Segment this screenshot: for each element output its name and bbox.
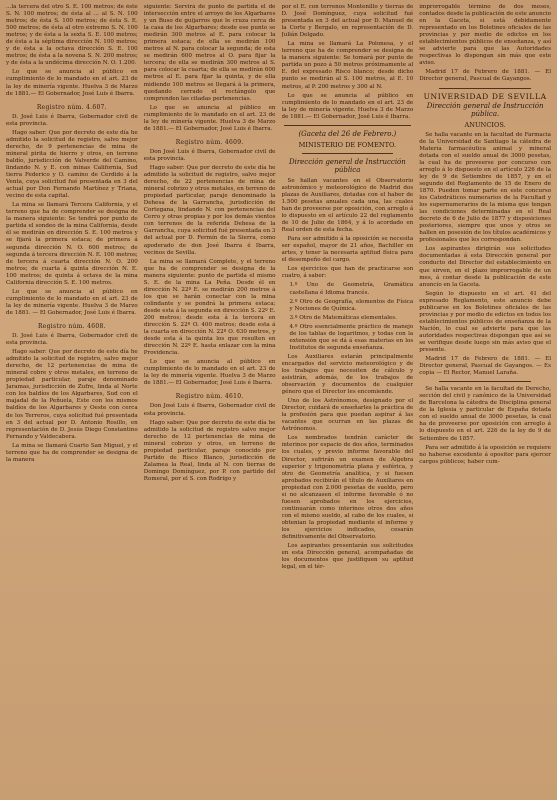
paragraph: Los ejercicios que han de practicarse son cuatro, á saber: bbox=[281, 266, 414, 280]
paragraph: Se halla vacante en la facultad de Derecho, sección del civil y canónico de la Universidad de Barcelona la cátedra de Disciplina general de la Iglesia y particular de España dotada con el sueldo anual de 3000 pesetas, la cual ha de proveerse por oposición con arreglo á lo dispuesto en el art. 226 de la ley de 9 de Setiembre de 1857. bbox=[419, 386, 551, 442]
paragraph: La mina se llamará Cuarto San Miguel, y el terreno que ha de comprender se designa de la manera bbox=[6, 442, 138, 463]
direccion-heading: Dirección general de Instrucción pública bbox=[288, 157, 406, 174]
paragraph: siguiente: Servirá de punto de partida el de intersección entre el arroyo de los Algarbares y un Buso de guijarros que le cruza cerca de la casa de los Algarbares; desde ese punto se medirán 300 metros al E. para colocar la primera estaca; de ella se medirán 100 metros al N. para colocar la segunda; de esta se medirán 600 metros al O. para fijar la tercera; de ella se medirán 300 metros al S. para colocar la cuarta; de ella se medirán 600 metros al E. para fijar la quinta, y de ella midiendo 100 metros se llegará á la primera, quedando cerrado el rectángulo que comprenden las citadas pertenencias. bbox=[143, 4, 276, 102]
paragraph: Lo que se anuncia al público en cumplimiento de lo mandado en el art. 23 de la ley de minería vigente. Huelva 3 de Marzo de 1881.— El Gobernador, José Luis é Ibarra. bbox=[143, 359, 276, 387]
paragraph: Los aspirantes dirigirán sus solicitudes documentadas á esta Dirección general por conducto del Director del establecimiento en que sirven, en el plazo improrrogable de un mes, á contar desde la publicación de este anuncio en la Gaceta. bbox=[419, 246, 551, 288]
paragraph: Para ser admitido á la oposición se necesita ser español, mayor de 21 años, Bachiller en artes, y tener la necesaria aptitud física para el desempeño del cargo. bbox=[281, 236, 414, 264]
paragraph: ...la tercera del otro S. E. 100 metros; de éste S. N. 100 metros; de ésta al ... al S. N. 100 metros; de ésta S. 100 metros; de ésta S. E. 500 metros; de ésta al otro extremo S. N. 100 metros; y de ésta a la sexta S. E. 100 metros; de ésta a la séptima dirección N. 100 metros; y de ésta a la octava dirección S. E. 100 metros; de ésta a la novena S. N. 200 metros; y de ésta a la undécima dirección N. O. 1.200. bbox=[6, 4, 138, 67]
list-item: 1.º Uno de Geometría, Gramática castellana é Idioma francés. bbox=[289, 282, 414, 296]
list-item: 3.º Otro de Matemáticas elementales. bbox=[289, 314, 397, 321]
paragraph: Lo que se anuncia al público en cumplimiento de lo mandado en el art. 23 de la ley de minería vigente. Huelva 3 de Marzo de 1881. — El Gobernador, José Luis é Ibarra. bbox=[6, 288, 138, 316]
paragraph: D. José Luis é Ibarra, Gobernador civil de esta provincia. bbox=[6, 333, 138, 347]
list-item: 2.º Otro de Geografía, elementos de Física y Nociones de Química. bbox=[289, 298, 414, 312]
paragraph: Hago saber: Que por decreto de este día he admitido la solicitud de registro, salvo mejor derecho, de 9 pertenencias de mina de mineral pirita de hierro y otros, en terreno baldío, jurisdicción de Valverde del Camino, lindando N. y E. con minas California, Sud tierra Federico y O. camino de Cerdido á la Venta, cuya solicitud fué presentada en 3 del actual por Don Fernando Martínez y Triana, vecino de esta capital. bbox=[6, 129, 138, 200]
paragraph: Don José Luis é Ibarra, Gobernador civil de esta provincia. bbox=[143, 403, 276, 417]
paragraph: Los Auxiliares estarán principalmente encargados del servicio meteorológico y de los trabajos que necesiten de cálculo y asistirán, además, de los trabajos de observación y documentos de cualquier género que el Director les encomiende. bbox=[281, 353, 414, 396]
paragraph: Hago saber: Que por decreto de este día he admitido la solicitud de registro, salvo mejor derecho, de 22 pertenencias de mina de mineral cobrizo y otros metales, en terreno de propiedad particular, paraje denominado la Dehesa de la Garrancha, jurisdicción de Cortegana, lindando N. con pertenencias del Cerro y otras propias y por los demás vientos con terrenos de la referida Dehesa de la Garrancha, cuya solicitud fué presentada en 3 del actual por D. Fermín de la Sierra, como apoderado de don José Ibarra é Ibarra, vecinos de Sevilla. bbox=[143, 164, 276, 256]
paragraph: Don José Luis é Ibarra, Gobernador civil de esta provincia. bbox=[143, 148, 276, 162]
paragraph: Uno de los Astrónomos, designado por el Director, cuidará de enseñarles la práctica de la profesión para que puedan aspirar á las vacantes que ocurran en las plazas de Astrónomos. bbox=[281, 398, 414, 433]
paragraph: La mina se llamará Tercera California, y el terreno que ha de comprender se designa de la manera siguiente: Se tendrá por punto de partida el sondeo de la mina California, desde él se medirán en dirección S. E. 100 metros y se fijará la primera estaca; de primera á segunda dirección N. O. 600 metros; de segunda á tercera dirección N. E. 100 metros; de tercera á cuarta dirección N. O. 200 metros; de cuarta á quinta dirección N. E. 100 metros; de quinta á octava de la mina California dirección S. E. 100 metros. bbox=[6, 202, 138, 286]
direccion-heading: Dirección general de Instrucción pública. bbox=[426, 101, 544, 118]
universidad-heading: UNIVERSIDAD DE SEVILLA bbox=[423, 91, 547, 101]
column-4 bbox=[419, 4, 551, 796]
paragraph: Los nombrados tendrán carácter de interinos por espacio de dos años, terminados los cuales, y previo informe favorable del Director, sufrirán un examen de Álgebra superior y trigonometría plana y esférica, y otro de Geometría analítica, y si fuesen aprobados recibirán el título de Auxiliares en propiedad con 2.000 pesetas de sueldo, pero si no alcanzasen el informe favorable ó no fuesen aprobados en los ejercicios, continuarán como interinos otros dos años con el mismo sueldo, al cabo de los cuales, si obtenian la propiedad mediante el informe y los ejercicios indicados, cesarán definitivamente del Observatorio. bbox=[281, 435, 414, 541]
paragraph: improrrogable término de dos meses, contados desde la publicación de este anuncio en la Gaceta, si está debidamente representado en los Boletines oficiales de las provincias y por medio de edictos en los establecimientos públicos de enseñanza, y así se advierte para que las Autoridades respectivas lo dispongan sin más que este aviso. bbox=[419, 4, 551, 67]
column-2 bbox=[144, 4, 276, 796]
paragraph: por el E. con terrenos Montenillo y tierras de D. José Domínguez, cuya solicitud fué presentada en 3 del actual por D. Manuel de la Corte y Bergalo, en representación de D. Julián Delgado. bbox=[281, 4, 414, 39]
divider bbox=[439, 88, 531, 89]
paragraph: Lo que se anuncia al público en cumplimiento de lo mandado en el art. 23 de la ley de minería vigente. Huelva 3 de Marzo de 1881.— El Gobernador, José Luis é Ibarra. bbox=[281, 92, 414, 120]
registro-title: Registro núm. 4.607. bbox=[36, 103, 107, 111]
column-1 bbox=[6, 4, 138, 796]
registro-title: Registro núm. 4609. bbox=[175, 138, 244, 146]
paragraph: Lo que se anuncia al público en cumplimiento de lo mandado en el art. 23 de la ley de minería vigente. Huelva 3 de Marzo de 1881.— El Gobernador, José Luis é Ibarra. bbox=[143, 104, 276, 132]
registro-title: Registro núm. 4608. bbox=[37, 322, 106, 330]
paragraph: Se halla vacante en la facultad de Farmacia de la Universidad de Santiago la cátedra de Materia farmacéutica animal y mineral dotada con el sueldo anual de 3000 pesetas, la cual ha de proveerse por concurso con arreglo á lo dispuesto en el artículo 226 de la ley de 9 de Setiembre de 1857, y en el segundo del Reglamento de 15 de Enero de 1870. Pueden tomar parte en este concurso los Catedráticos numerarios de la Facultad y los supernumerarios de la misma que tengan las condiciones determinadas en el Real decreto de 6 de Julio de 1877 y disposiciones posteriores, siempre que unos y otros se hallen en posesión de los títulos académicos y profesionales que les correspondan. bbox=[419, 131, 551, 244]
paragraph: Madrid 17 de Febrero de 1881. — El Director general, Pascual de Gayangos. bbox=[419, 69, 551, 83]
divider bbox=[284, 125, 412, 126]
paragraph: La mina se llamará La Polonesa, y el terreno que ha de comprender se designa de la manera siguiente: Se tomará por punto de partida un pozo á 50 metros próximamente al E. del expresado Risco blanco; desde dicho punto se medirán al S. 100 metros, al E. 10 metros, al P. 200 metros y 300 al N. bbox=[281, 41, 414, 90]
paragraph: Se hallan vacantes en el Observatorio astronómico y meteorológico de Madrid dos plazas de Auxiliares, dotadas con el haber de 1.500 pesetas anuales cada una, las cuales han de proveerse por oposición, con arreglo á lo dispuesto en el artículo 22 del reglamento de 10 de Julio de 1864, y á lo acordado en Real orden de esta fecha. bbox=[281, 177, 414, 234]
ministerio-heading: MINISTERIO DE FOMENTO. bbox=[298, 140, 397, 149]
gaceta-date: (Gaceta del 26 de Febrero.) bbox=[298, 129, 397, 138]
paragraph: Madrid 17 de Febrero de 1881. — El Director general, Pascual de Gayangos. — Es copia — El Rector, Manuel Laraña. bbox=[419, 356, 551, 377]
divider bbox=[302, 153, 394, 154]
paragraph: La mina se llamará Complete, y el terreno que ha de comprender se designa de la manera siguiente: punto de partida el mismo S. E. de la mina La Peña. Desde él en dirección N. 22º E. se medirán 200 metros á los que se harán conectar con la mina colindante y se pondrá la primera estaca; desde esta á la segunda en dirección S. 22º E. 200 metros; desde esta á la tercera en dirección S. 22º O. 400 metros; desde esta á la cuarta en dirección N. 22º O. 630 metros, y desde esta á la quinta los que resulten en dirección N. 22º E. hasta enlazar con la mina Providencia. bbox=[143, 258, 276, 357]
column-3 bbox=[282, 4, 414, 796]
divider bbox=[439, 381, 531, 382]
paragraph: Según lo dispuesto en el art. 41 del expresado Reglamento, este anuncio debe publicarse en los Boletines oficiales de las provincias y por medio de edictos en todos los establecimientos públicos de enseñanza de la Nación, lo cual se advierte para que las autoridades respectivas dispongan que así se se verifique desde luego sin más aviso que el presente. bbox=[419, 290, 551, 354]
paragraph: Hago saber: Que por decreto de este día he admitido la solicitud de registro salvo mejor derecho de 12 pertenencias de mina de mineral cobrizo y otros, en terreno de propiedad particular, paraje conocido por Partido de Risco Blanco, jurisdicción de Zalamea la Real, linda al N. con tierras de Domingo Domínguez, por P. con partido del Romeral, por el S. con Rodrigo y bbox=[143, 419, 276, 482]
paragraph: Para ser admitido á la oposición se requiere no haberse excedente á opositor para ejercer cargos públicos; haber cum- bbox=[419, 444, 551, 465]
paragraph: Los aspirantes presentarán sus solicitudes en esta Dirección general, acompañadas de los documentos que justifiquen su aptitud legal, en el tér- bbox=[281, 543, 414, 571]
registro-title: Registro núm. 4610. bbox=[175, 393, 244, 401]
paragraph: Hago saber: Que por decreto de este día he admitido la solicitud de registro, salvo mejor derecho, de 12 pertenencias de mina de mineral cobre y otros metales, en terreno de propiedad particular, paraje denominado Jaramas, jurisdicción de Zufre, linda al Norte con los baldíos de los Algarbares, Sud con el majadal de la Peñuela, Este con los mismos baldíos de los Algarbares y Oeste con cerca de los Terreros, cuya solicitud fué presentada en 3 del actual por D. Antonio Rosillo, en representación de D. Jesús Diego Constantino Fernando y Valdecabera. bbox=[6, 349, 138, 440]
list-item: 4.º Otro esencialmente práctico de manejo de los tablas de logaritmos, y todas con la extensión que se dá á esas materias en los Institutos de segunda enseñanza. bbox=[289, 323, 414, 351]
paragraph: D. José Luis é Ibarra, Gobernador civil de esta provincia. bbox=[6, 113, 138, 127]
anuncios-heading: ANUNCIOS. bbox=[464, 120, 506, 129]
paragraph: Lo que se anuncia al público en cumplimiento de lo mandado en el art. 23 de la ley de minería vigente. Huelva 3 de Marzo de 1881.— El Gobernador, José Luis é Ibarra. bbox=[6, 69, 138, 97]
